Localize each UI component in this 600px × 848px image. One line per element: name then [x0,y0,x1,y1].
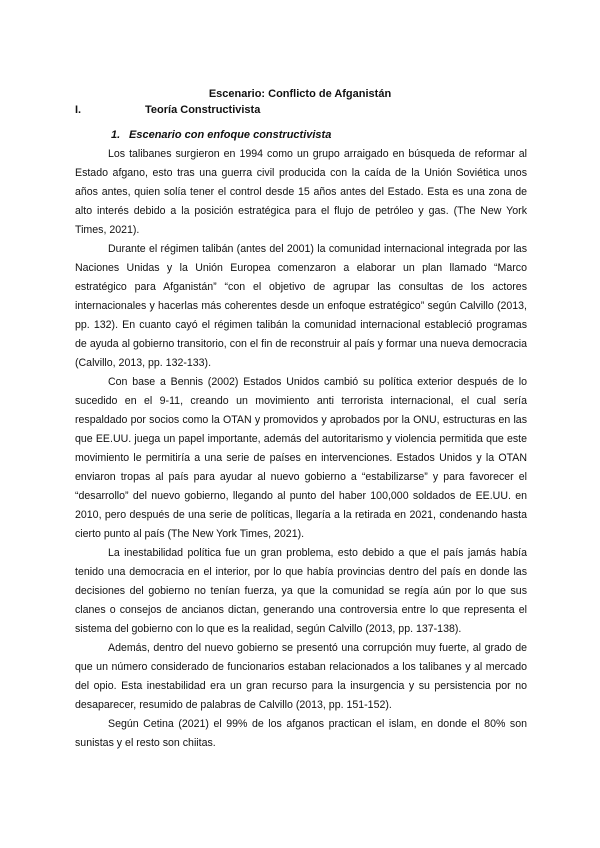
subsection-title: Escenario con enfoque constructivista [129,129,332,141]
document-body [75,145,527,753]
paragraph-inestabilidad-politica: La inestabilidad política fue un gran problema, esto debido a que el país jamás había tenido una democracia en el interior, por lo que había provincias dentro del país en donde las decisiones del gobierno no tenían fuerza, ya que la comunidad se regía aún por lo que sus clanes o consejos de ancianos dictan, generando una controversia entre lo que representa el sistema del gobierno con lo que es la realidad, según Calvillo (2013, pp. 137-138). [75,547,527,635]
paragraph-corrupcion: Además, dentro del nuevo gobierno se presentó una corrupción muy fuerte, al grado de que un número considerado de funcionarios estaban relacionados a los talibanes y al mercado del opio. Esta inestabilidad era un gran recurso para la insurgencia y su persistencia por no desaparecer, resumido de palabras de Calvillo (2013, pp. 151-152). [75,642,527,711]
section-number: I. [75,104,82,116]
subsection-number: 1. [111,129,121,141]
paragraph-talibanes-origen: Los talibanes surgieron en 1994 como un grupo arraigado en búsqueda de reformar al Estado afgano, esto tras una guerra civil producida con la caída de la Unión Soviética unos años antes, quien solía tener el control desde 15 años antes del Estado. Esta es una zona de alto interés debido a la posición estratégica para el flujo de petróleo y gas. (The New York Times, 2021). [75,148,527,236]
paragraph-religion: Según Cetina (2021) el 99% de los afganos practican el islam, en donde el 80% son sunistas y el resto son chiitas. [75,718,527,749]
section-heading [75,103,535,117]
subsection-heading [111,128,541,142]
section-title: Teoría Constructivista [145,104,261,116]
paragraph-politica-eeuu: Con base a Bennis (2002) Estados Unidos cambió su política exterior después de lo sucedido en el 9-11, creando un movimiento anti terrorista internacional, el cual sería respaldado por socios como la OTAN y promovidos y aprobados por la ONU, estructuras en las que EE.UU. juega un papel importante, además del autoritarismo y violencia permitida que este movimiento le permitiría a una serie de países en intervenciones. Estados Unidos y la OTAN enviaron tropas al país para ayudar al nuevo gobierno a “estabilizarse” y para favorecer el “desarrollo” del nuevo gobierno, llegando al punto del haber 100,000 soldados de EE.UU. en 2010, pero después de una serie de políticas, llegaría a la retirada en 2021, condenando hasta cierto punto al país (The New York Times, 2021). [75,376,527,540]
paragraph-regimen-taliban: Durante el régimen talibán (antes del 2001) la comunidad internacional integrada por las Naciones Unidas y la Unión Europea comenzaron a elaborar un plan llamado “Marco estratégico para Afganistán” “con el objetivo de agrupar las consultas de los actores internacionales y hacerlas más coherentes desde un enfoque estratégico” según Calvillo (2013, pp. 132). En cuanto cayó el régimen talibán la comunidad internacional estableció programas de ayuda al gobierno transitorio, con el fin de reconstruir al país y formar una nueva democracia (Calvillo, 2013, pp. 132-133). [75,243,527,369]
document-title: Escenario: Conflicto de Afganistán [208,88,392,100]
